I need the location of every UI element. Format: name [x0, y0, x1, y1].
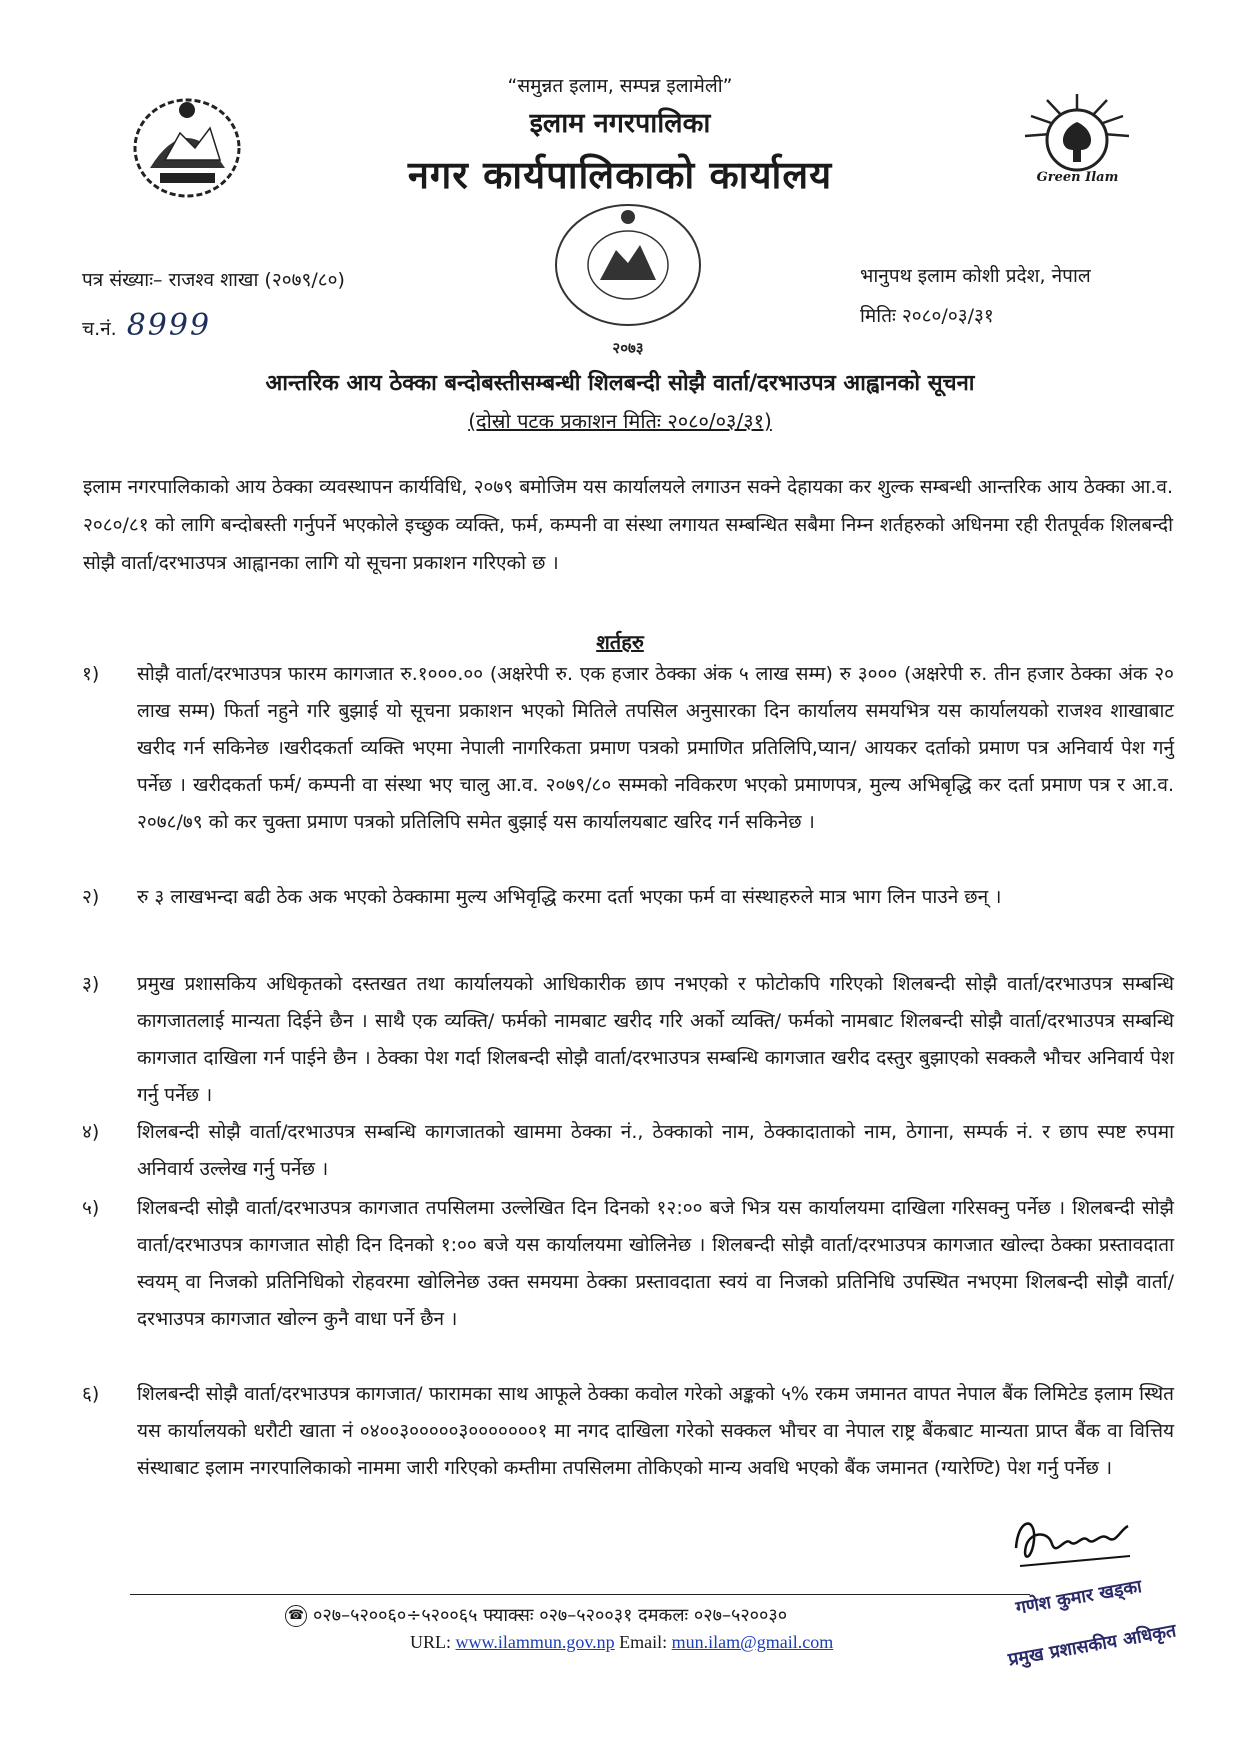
term-item	[82, 966, 1174, 1114]
term-item	[82, 1114, 1174, 1188]
municipality-name: इलाम नगरपालिका	[529, 108, 711, 139]
contact-numbers: ०२७–५२००६०÷५२००६५ फ्याक्सः ०२७–५२००३१ दमकलः ०२७–५२००३०	[313, 1605, 788, 1626]
dispatch-label: च.नं.	[82, 318, 117, 340]
municipality-seal-icon	[528, 195, 728, 360]
term-number: ४)	[82, 1121, 100, 1143]
dispatch-number: 8999	[126, 308, 212, 343]
term-item	[82, 1190, 1174, 1338]
signatory-title: प्रमुख प्रशासकीय अधिकृत	[1006, 1620, 1178, 1671]
term-text: रु ३ लाखभन्दा बढी ठेक अक भएको ठेक्कामा मुल्य अभिवृद्धि करमा दर्ता भएका फर्म वा संस्थाहरुले मात्र भाग लिन पाउने छन् ।	[137, 886, 1002, 908]
letter-date: मितिः २०८०/०३/३१	[860, 305, 994, 327]
term-number: ६)	[82, 1383, 100, 1405]
term-item	[82, 879, 1174, 916]
notice-title: आन्तरिक आय ठेक्का बन्दोबस्तीसम्बन्धी शिलबन्दी सोझै वार्ता/दरभाउपत्र आह्वानको सूचना	[265, 371, 975, 396]
term-text: सोझै वार्ता/दरभाउपत्र फारम कागजात रु.१०००.०० (अक्षरेपी रु. एक हजार ठेक्का अंक ५ लाख सम्म) रु ३००० (अक्षरेपी रु. तीन हजार ठेक्का अंक २० लाख सम्म) फिर्ता नहुने गरि बुझाई यो सूचना प्रकाशन भएको मितिले तपसिल अनुसारका दिन कार्यालय समयभित्र यस कार्यालयको राजश्व शाखाबाट खरीद गर्न सकिनेछ ।खरीदकर्ता व्यक्ति भएमा नेपाली नागरिकता प्रमाण पत्रको प्रमाणित प्रतिलिपि,प्यान/ आयकर दर्ताको प्रमाण पत्र अनिवार्य पेश गर्नु पर्नेछ । खरीदकर्ता फर्म/ कम्पनी वा संस्था भए चालु आ.व. २०७९/८० सम्मको नविकरण भएको प्रमाणपत्र, मुल्य अभिबृद्धि कर दर्ता प्रमाण पत्र र आ.व. २०७८/७९ को कर चुक्ता प्रमाण पत्रको प्रतिलिपि समेत बुझाई यस कार्यालयबाट खरिद गर्न सकिनेछ ।	[137, 663, 1174, 833]
letter-number: पत्र संख्याः– राजश्व शाखा (२०७९/८०)	[82, 269, 345, 291]
second-publication-text: (दोस्रो पटक प्रकाशन मितिः २०८०/०३/३१)	[468, 409, 772, 433]
url-label: URL:	[410, 1632, 452, 1652]
official-stamp	[1006, 1575, 1215, 1685]
term-item	[82, 656, 1174, 841]
office-name: नगर कार्यपालिकाको कार्यालय	[407, 153, 833, 197]
phone-icon: ☎	[285, 1605, 307, 1627]
footer-web	[410, 1632, 833, 1653]
logo-caption: Green Ilam	[1036, 170, 1119, 185]
website-link[interactable]: www.ilammun.gov.np	[455, 1632, 615, 1652]
tree-sun-icon	[1015, 92, 1140, 172]
term-text: शिलबन्दी सोझै वार्ता/दरभाउपत्र कागजात/ फारामका साथ आफूले ठेक्का कवोल गरेको अङ्कको ५% रकम जमानत वापत नेपाल बैंक लिमिटेड इलाम स्थित यस कार्यालयको धरौटी खाता नं ०४००३०००००३०००००००१ मा नगद दाखिला गरेको सक्कल भौचर वा नेपाल राष्ट्र बैंकबाट मान्यता प्राप्त बैंक वा वित्तिय संस्थाबाट इलाम नगरपालिकाको नाममा जारी गरिएको कम्तीमा तपसिलमा तोकिएको मान्य अवधि भएको बैंक जमानत (ग्यारेण्टि) पेश गर्नु पर्नेछ ।	[137, 1383, 1174, 1479]
office-address: भानुपथ इलाम कोशी प्रदेश, नेपाल	[860, 265, 1091, 287]
term-text: प्रमुख प्रशासकिय अधिकृतको दस्तखत तथा कार्यालयको आधिकारीक छाप नभएको र फोटोकपि गरिएको शिलबन्दी सोझै वार्ता/दरभाउपत्र सम्बन्धि कागजातलाई मान्यता दिईने छैन । साथै एक व्यक्ति/ फर्मको नामबाट खरीद गरि अर्को व्यक्ति/ फर्मको नामबाट शिलबन्दी सोझै वार्ता/दरभाउपत्र सम्बन्धि कागजात दाखिला गर्न पाईने छैन । ठेक्का पेश गर्दा शिलबन्दी सोझै वार्ता/दरभाउपत्र सम्बन्धि कागजात खरीद दस्तुर बुझाएको सक्कलै भौचर अनिवार्य पेश गर्नु पर्नेछ ।	[137, 973, 1174, 1106]
term-number: २)	[82, 886, 100, 908]
footer-divider	[130, 1594, 1030, 1595]
term-item	[82, 1376, 1174, 1487]
term-number: ३)	[82, 973, 100, 995]
seal-year: २०७३	[612, 339, 644, 357]
signature	[1008, 1508, 1138, 1578]
second-publication-date	[0, 407, 1240, 434]
term-text: शिलबन्दी सोझै वार्ता/दरभाउपत्र सम्बन्धि कागजातको खाममा ठेक्का नं., ठेक्काको नाम, ठेक्कादाताको नाम, ठेगाना, सम्पर्क नं. र छाप स्पष्ट रुपमा अनिवार्य उल्लेख गर्नु पर्नेछ ।	[137, 1121, 1174, 1180]
term-number: १)	[82, 663, 100, 685]
term-number: ५)	[82, 1197, 100, 1219]
terms-heading: शर्तहरु	[596, 630, 644, 654]
term-text: शिलबन्दी सोझै वार्ता/दरभाउपत्र कागजात तपसिलमा उल्लेखित दिन दिनको १२:०० बजे भित्र यस कार्यालयमा दाखिला गरिसक्नु पर्नेछ । शिलबन्दी सोझै वार्ता/दरभाउपत्र कागजात सोही दिन दिनको १:०० बजे यस कार्यालयमा खोलिनेछ । शिलबन्दी सोझै वार्ता/दरभाउपत्र कागजात खोल्दा ठेक्का प्रस्तावदाता स्वयम् वा निजको प्रतिनिधिको रोहवरमा खोलिनेछ उक्त समयमा ठेक्का प्रस्तावदाता स्वयं वा निजको प्रतिनिधि उपस्थित नभएमा शिलबन्दी सोझै वार्ता/दरभाउपत्र कागजात खोल्न कुनै वाधा पर्ने छैन ।	[137, 1197, 1174, 1330]
motto: “समुन्नत इलाम, सम्पन्न इलामेली”	[507, 75, 733, 97]
signatory-name: गणेश कुमार खड्का	[1014, 1576, 1144, 1619]
email-label: Email:	[619, 1632, 668, 1652]
footer-contact	[285, 1603, 787, 1627]
green-ilam-logo	[1015, 92, 1140, 202]
intro-paragraph: इलाम नगरपालिकाको आय ठेक्का व्यवस्थापन कार्यविधि, २०७९ बमोजिम यस कार्यालयले लगाउन सक्ने देहायका कर शुल्क सम्बन्धी आन्तरिक आय ठेक्का आ.व. २०८०/८१ को लागि बन्दोबस्ती गर्नुपर्ने भएकोले इच्छुक व्यक्ति, फर्म, कम्पनी वा संस्था लगायत सम्बन्धित सबैमा निम्न शर्तहरुको अधिनमा रही रीतपूर्वक शिलबन्दी सोझै वार्ता/दरभाउपत्र आह्वानका लागि यो सूचना प्रकाशन गरिएको छ ।	[83, 476, 1173, 574]
email-link[interactable]: mun.ilam@gmail.com	[671, 1632, 834, 1652]
dispatch-number-row	[82, 308, 211, 343]
